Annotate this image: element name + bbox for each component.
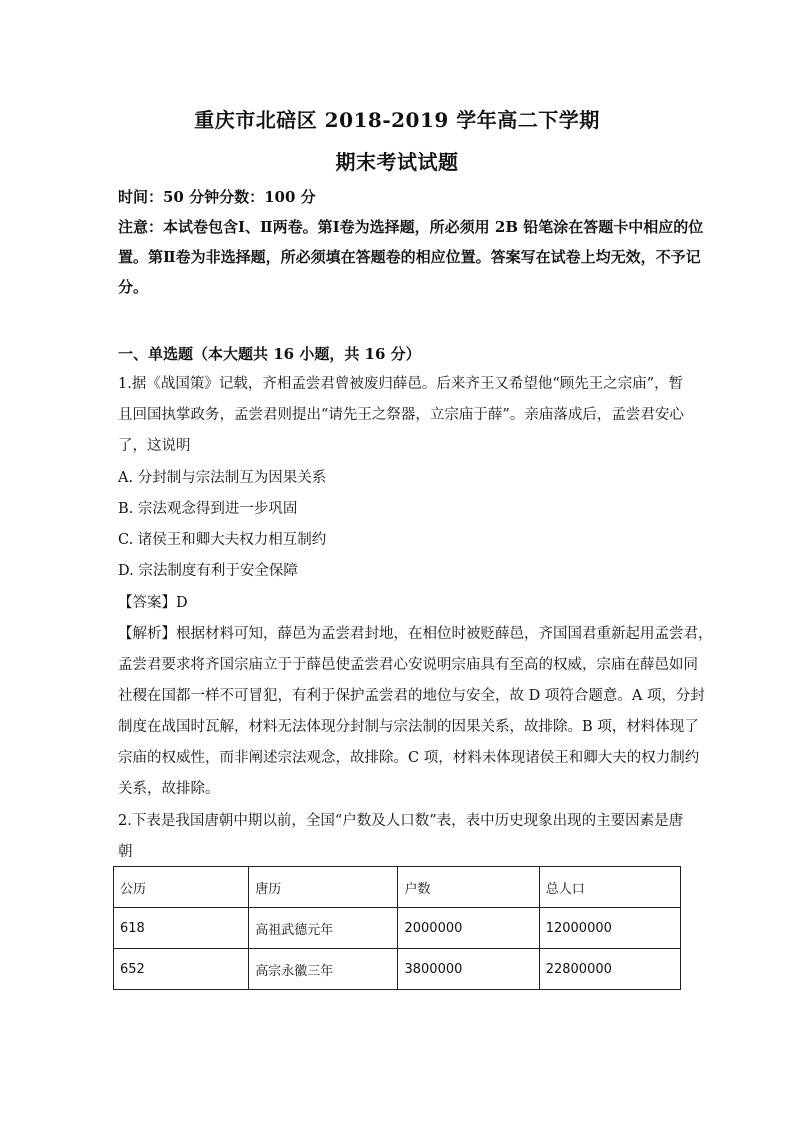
notice-line: 置。第Ⅱ卷为非选择题，所必须填在答题卷的相应位置。答案写在试卷上均无效，不予记 xyxy=(118,248,701,266)
table-cell: 618 xyxy=(114,908,249,949)
question-stem-line: 2.下表是我国唐朝中期以前，全国“户数及人口数”表，表中历史现象出现的主要因素是唐 xyxy=(118,813,684,829)
table-cell: 高祖武德元年 xyxy=(249,908,398,949)
table-cell: 22800000 xyxy=(539,949,680,990)
table-cell: 3800000 xyxy=(398,949,539,990)
option-b: B. 宗法观念得到进一步巩固 xyxy=(118,501,298,517)
notice-line: 注意：本试卷包含Ⅰ、Ⅱ两卷。第Ⅰ卷为选择题，所必须用 2B 铅笔涂在答题卡中相应的位 xyxy=(118,218,704,236)
question-stem-line: 1.据《战国策》记载，齐相孟尝君曾被废归薛邑。后来齐王又希望他“顾先王之宗庙”，暂 xyxy=(118,376,684,392)
table-header-cell: 唐历 xyxy=(249,867,398,908)
analysis-line: 孟尝君要求将齐国宗庙立于于薛邑使孟尝君心安说明宗庙具有至高的权威，宗庙在薛邑如同 xyxy=(118,657,698,673)
table-row xyxy=(114,908,681,949)
table-header-cell: 总人口 xyxy=(539,867,680,908)
question-stem-line: 了，这说明 xyxy=(118,438,191,454)
option-a: A. 分封制与宗法制互为因果关系 xyxy=(118,470,327,486)
table-cell: 2000000 xyxy=(398,908,539,949)
analysis-line: 宗庙的权威性，而非阐述宗法观念，故排除。C 项，材料未体现诸侯王和卿大夫的权力制约 xyxy=(118,750,700,766)
table-cell: 高宗永徽三年 xyxy=(249,949,398,990)
document-subtitle: 期末考试试题 xyxy=(335,150,459,174)
table-header-row xyxy=(114,867,681,908)
document-title: 重庆市北碚区 2018-2019 学年高二下学期 xyxy=(194,108,600,132)
option-c: C. 诸侯王和卿大夫权力相互制约 xyxy=(118,532,327,548)
table-cell: 12000000 xyxy=(539,908,680,949)
question-stem-line: 且回国执掌政务，孟尝君则提出“请先王之祭器，立宗庙于薛”。亲庙落成后，孟尝君安心 xyxy=(118,407,684,423)
analysis-line: 制度在战国时瓦解，材料无法体现分封制与宗法制的因果关系，故排除。B 项，材料体现了 xyxy=(118,719,699,735)
analysis-line: 社稷在国都一样不可冒犯，有利于保护孟尝君的地位与安全，故 D 项符合题意。A 项，分封 xyxy=(118,688,705,704)
time-score-line: 时间：50 分钟分数：100 分 xyxy=(118,188,316,206)
answer-line: 【答案】D xyxy=(118,595,188,611)
option-d: D. 宗法制度有利于安全保障 xyxy=(118,563,298,579)
analysis-line: 【解析】根据材料可知，薛邑为孟尝君封地，在相位时被贬薛邑，齐国国君重新起用孟尝君， xyxy=(118,626,713,642)
population-table xyxy=(113,866,681,990)
table-row xyxy=(114,949,681,990)
table-header-cell: 公历 xyxy=(114,867,249,908)
notice-line: 分。 xyxy=(118,278,149,296)
table-cell: 652 xyxy=(114,949,249,990)
analysis-line: 关系，故排除。 xyxy=(118,781,220,797)
question-stem-line: 朝 xyxy=(118,844,133,860)
section-heading: 一、单选题（本大题共 16 小题，共 16 分） xyxy=(118,345,421,363)
table-header-cell: 户数 xyxy=(398,867,539,908)
